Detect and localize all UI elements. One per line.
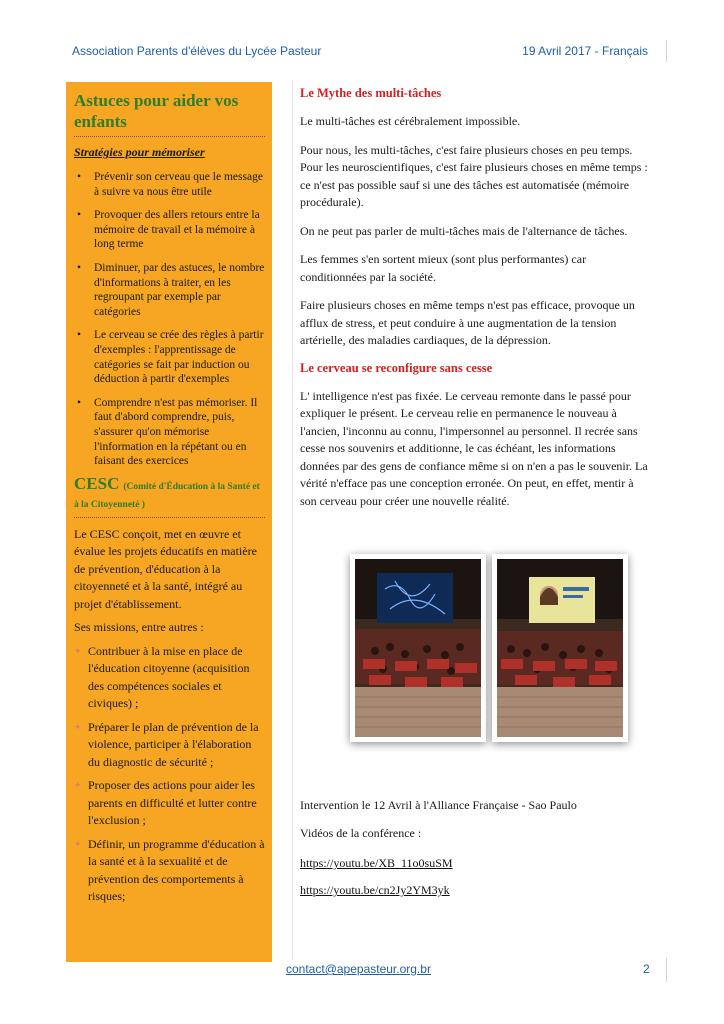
missions-intro: Ses missions, entre autres : xyxy=(74,620,204,635)
video-link-2[interactable]: https://youtu.be/cn2Jy2YM3yk xyxy=(300,883,450,897)
list-item: • Provoquer des allers retours entre la mémoire de travail et la mémoire à long terme xyxy=(77,209,260,251)
section-title-multitasking: Le Mythe des multi-tâches xyxy=(300,86,442,100)
contact-email-link[interactable]: contact@apepasteur.org.br xyxy=(286,962,431,976)
sidebar-title: Astuces pour aider vos enfants xyxy=(74,91,239,131)
paragraph: On ne peut pas parler de multi-tâches mais de l'alternance de tâches. xyxy=(300,223,628,238)
list-item: ✦ Préparer le plan de prévention de la violence, participer à l'élaboration du diagnostic de sécurité ; xyxy=(74,719,259,769)
cesc-description: Le CESC conçoit, met en œuvre et évalue les projets éducatifs en matière de prévention, d'éducation à la citoyenneté et à la santé, intégré au projet d'établissement. xyxy=(74,526,257,611)
bullet-icon: • xyxy=(77,171,82,183)
conference-photo-2 xyxy=(492,554,628,742)
diamond-bullet-icon: ✦ xyxy=(74,645,82,656)
footer-divider xyxy=(666,958,667,982)
page-number: 2 xyxy=(643,962,650,976)
bullet-icon: • xyxy=(77,261,82,274)
bullet-icon: • xyxy=(77,396,82,409)
list-item: ✦ Contribuer à la mise en place de l'éducation citoyenne (acquisition des compétences sociales et civiques) ; xyxy=(74,643,250,711)
missions-list xyxy=(74,643,265,906)
list-item: • Prévenir son cerveau que le message à suivre va nous être utile xyxy=(77,171,263,198)
cesc-heading xyxy=(74,473,265,513)
sidebar-box xyxy=(66,82,272,962)
diamond-bullet-icon: ✦ xyxy=(74,721,82,732)
list-item: • Le cerveau se crée des règles à partir d'exemples : l'apprentissage de catégories se fait par induction ou déduction à partir d'exemples xyxy=(77,329,264,386)
dotted-divider xyxy=(74,136,265,137)
main-column xyxy=(300,86,650,521)
header-organization: Association Parents d'élèves du Lycée Pasteur xyxy=(72,44,322,58)
section-title-brain: Le cerveau se reconfigure sans cesse xyxy=(300,360,493,375)
photo-caption: Intervention le 12 Avril à l'Alliance Française - Sao Paulo xyxy=(300,798,577,812)
conference-photo-1 xyxy=(350,554,486,742)
video-link-1[interactable]: https://youtu.be/XB_11o0suSM xyxy=(300,856,453,870)
videos-label: Vidéos de la conférence : xyxy=(300,826,422,840)
auditorium-speaker-photo-image xyxy=(497,559,623,737)
cesc-title: CESC xyxy=(74,473,120,493)
page-header xyxy=(72,44,652,64)
list-item: ✦ Proposer des actions pour aider les parents en difficulté et lutter contre l'exclusion ; xyxy=(74,778,257,828)
cesc-subtitle: (Comité d'Éducation à la Santé et à la Citoyenneté ) xyxy=(74,481,260,510)
list-item: • Comprendre n'est pas mémoriser. Il faut d'abord comprendre, puis, s'assurer qu'on mémorise l'information en la répétant ou en faisant des exercices xyxy=(77,396,258,468)
column-divider xyxy=(292,80,293,960)
paragraph: Le multi-tâches est cérébralement impossible. xyxy=(300,114,521,128)
dotted-divider xyxy=(74,517,265,518)
paragraph: Faire plusieurs choses en même temps n'est pas efficace, provoque un afflux de stress, et peut conduire à une augmentation de la tension artérielle, des maladies cardiaques, de la dépression. xyxy=(300,298,635,347)
list-item: ✦ Définir, un programme d'éducation à la santé et à la sexualité et de prévention des comportements à risques; xyxy=(74,836,265,904)
bullet-icon: • xyxy=(77,329,82,342)
auditorium-photo-image xyxy=(355,559,481,737)
bullet-icon: • xyxy=(77,209,82,222)
sidebar-subtitle: Stratégies pour mémoriser xyxy=(74,145,205,159)
paragraph: Pour nous, les multi-tâches, c'est faire plusieurs choses en peu temps. Pour les neuroscientifiques, c'est faire plusieurs choses en même temps : ce n'est pas possible sauf si une des tâches est automatisée (mémoire procédurale). xyxy=(300,142,648,209)
diamond-bullet-icon: ✦ xyxy=(74,780,82,791)
diamond-bullet-icon: ✦ xyxy=(74,838,82,849)
paragraph: Les femmes s'en sortent mieux (sont plus performantes) car conditionnées par la société. xyxy=(300,252,587,284)
strategy-list xyxy=(74,170,265,469)
header-divider xyxy=(666,40,667,62)
conference-photos xyxy=(300,554,650,754)
list-item: • Diminuer, par des astuces, le nombre d'informations à traiter, en les regroupant par exemple par catégories xyxy=(77,261,265,318)
paragraph: L' intelligence n'est pas fixée. Le cerveau remonte dans le passé pour expliquer le présent. Le cerveau relie en permanence le nouveau à l'ancien, l'inconnu au connu, l'impersonnel au personnel. Il recrée sans cesse nos souvenirs et additionne, le cas échéant, les informations données par des gens de confiance même si on n'en a pas le souvenir. La vérité n'efface pas une conception erronée. On peut, en effet, mentir à son cerveau pour créer une nouvelle réalité. xyxy=(300,388,648,508)
header-date: 19 Avril 2017 - Français xyxy=(522,44,648,58)
